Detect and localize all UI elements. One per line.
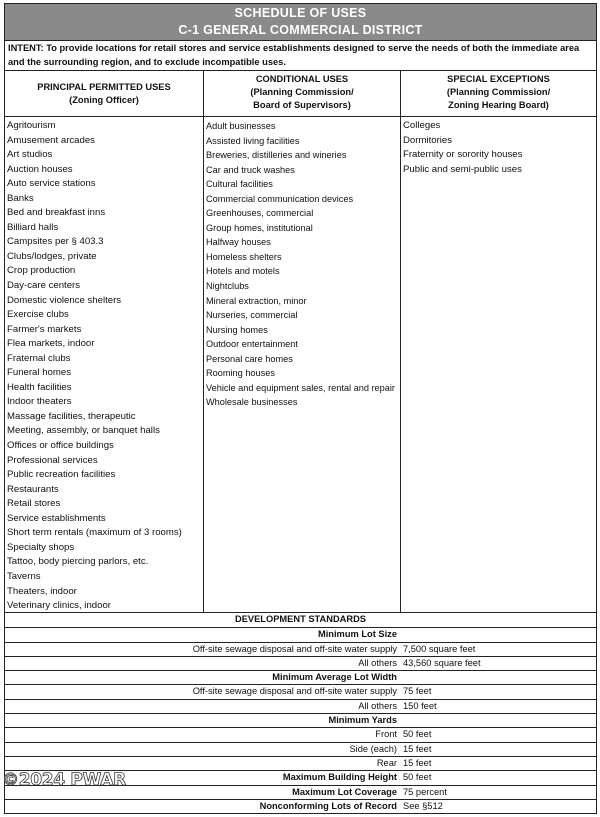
principal-use-item: Crop production [7,265,76,277]
dev-label: Front [375,729,397,740]
dev-label: All others [358,657,397,668]
principal-use-item: Amusement arcades [7,134,95,146]
development-standards-heading-row [5,613,596,627]
conditional-use-item: Personal care homes [206,353,293,364]
title-line-2: C-1 GENERAL COMMERCIAL DISTRICT [178,23,423,37]
principal-use-item: Short term rentals (maximum of 3 rooms) [7,527,182,539]
principal-uses-list [5,117,203,614]
copyright-watermark: ©2024 PWAR [2,770,126,790]
dev-value: 43,560 square feet [403,657,481,668]
dev-value: 75 feet [403,686,432,697]
min-yards-heading: Minimum Yards [328,715,397,726]
conditional-use-item: Breweries, distilleries and wineries [206,150,347,161]
conditional-use-item: Adult businesses [206,121,276,131]
principal-use-item: Art studios [7,149,53,161]
conditional-uses-subheading-2: Board of Supervisors) [253,100,351,111]
special-exceptions-column [400,71,596,612]
principal-use-item: Funeral homes [7,367,71,379]
dev-label: Off-site sewage disposal and off-site water supply [192,686,397,697]
max-lot-coverage-label: Maximum Lot Coverage [292,786,397,797]
conditional-use-item: Nightclubs [206,281,249,292]
principal-uses-header [5,71,203,117]
special-exceptions-subheading-1: (Planning Commission/ [446,87,551,98]
conditional-use-item: Wholesale businesses [206,397,298,408]
principal-use-item: Billiard halls [7,221,59,233]
conditional-use-item: Outdoor entertainment [206,339,298,350]
principal-use-item: Auto service stations [7,178,96,190]
dev-row [5,727,596,741]
principal-use-item: Health facilities [7,381,72,393]
dev-value: 50 feet [403,729,432,740]
special-exceptions-list [401,117,596,177]
min-lot-size-heading-cell [5,628,596,641]
principal-use-item: Bed and breakfast inns [7,207,106,219]
dev-row [5,756,596,770]
title-bar [4,3,597,41]
special-exceptions-subheading-2: Zoning Hearing Board) [448,100,549,111]
min-avg-lot-width-heading-row [5,670,596,684]
principal-uses-heading: PRINCIPAL PERMITTED USES [37,82,171,92]
principal-use-item: Theaters, indoor [7,585,77,597]
conditional-use-item: Homeless shelters [206,251,282,262]
conditional-uses-header [204,71,400,117]
dev-value: 15 feet [403,757,432,768]
principal-use-item: Domestic violence shelters [7,294,122,306]
dev-row [5,699,596,713]
principal-use-item: Farmer's markets [7,323,82,335]
principal-use-item: Fraternal clubs [7,352,71,364]
conditional-use-item: Nursing homes [206,324,268,335]
special-exceptions-heading: SPECIAL EXCEPTIONS [447,74,550,84]
min-lot-size-heading: Minimum Lot Size [317,629,397,640]
uses-table [4,71,597,613]
principal-use-item: Service establishments [7,512,106,524]
development-standards-heading: DEVELOPMENT STANDARDS [234,614,367,624]
dev-label: Side (each) [349,743,397,754]
nonconforming-lots-row [5,799,596,813]
dev-label: All others [358,700,397,711]
conditional-use-item: Vehicle and equipment sales, rental and repair [206,382,395,393]
min-avg-lot-width-heading: Minimum Average Lot Width [272,672,397,683]
special-exception-item: Colleges [403,120,441,131]
dev-row [5,742,596,756]
special-exceptions-header [401,71,596,117]
principal-use-item: Flea markets, indoor [7,338,95,350]
principal-use-item: Professional services [7,454,98,466]
dev-row [5,684,596,698]
dev-row [5,656,596,670]
conditional-use-item: Mineral extraction, minor [206,295,307,306]
principal-use-item: Tattoo, body piercing parlors, etc. [7,556,149,568]
title-line-1: SCHEDULE OF USES [234,6,367,20]
conditional-use-item: Group homes, institutional [206,222,313,233]
principal-use-item: Restaurants [7,483,59,495]
conditional-use-item: Nurseries, commercial [206,310,298,321]
principal-use-item: Agritourism [7,120,56,131]
max-building-height-value: 50 feet [403,772,432,783]
principal-use-item: Meeting, assembly, or banquet halls [7,425,160,437]
max-building-height-label: Maximum Building Height [282,772,397,783]
principal-use-item: Auction houses [7,163,73,175]
conditional-use-item: Greenhouses, commercial [206,208,314,219]
conditional-use-item: Halfway houses [206,237,271,248]
special-exception-item: Fraternity or sorority houses [403,149,523,161]
principal-use-item: Day-care centers [7,280,81,292]
max-lot-coverage-value: 75 percent [403,786,447,797]
conditional-use-item: Commercial communication devices [206,193,354,204]
conditional-use-item: Car and truck washes [206,164,295,175]
conditional-uses-column [203,71,400,612]
principal-use-item: Campsites per § 403.3 [7,236,104,248]
conditional-uses-list [204,117,400,410]
intent-statement: INTENT: To provide locations for retail stores and service establishments designed to serve the needs of both the immediate area and the surrounding region, and to exclude incompatible uses. [4,41,597,71]
special-exception-item: Public and semi-public uses [403,163,522,175]
dev-label: Rear [376,757,397,768]
conditional-uses-heading: CONDITIONAL USES [255,74,349,84]
conditional-use-item: Hotels and motels [206,266,280,277]
nonconforming-lots-value: See §512 [403,800,443,811]
principal-use-item: Veterinary clinics, indoor [7,600,111,612]
conditional-use-item: Assisted living facilities [206,135,300,146]
principal-use-item: Taverns [7,570,41,582]
principal-use-item: Clubs/lodges, private [7,250,97,262]
principal-uses-column [5,71,203,612]
special-exception-item: Dormitories [403,134,453,146]
min-lot-size-heading-row [5,627,596,641]
nonconforming-lots-label: Nonconforming Lots of Record [259,800,397,811]
schedule-document [4,3,597,815]
dev-value: 150 feet [403,700,437,711]
principal-use-item: Public recreation facilities [7,469,116,481]
conditional-use-item: Rooming houses [206,368,275,379]
principal-use-item: Banks [7,192,34,204]
conditional-use-item: Cultural facilities [206,179,273,190]
dev-value: 7,500 square feet [403,643,476,654]
principal-use-item: Indoor theaters [7,396,72,408]
dev-value: 15 feet [403,743,432,754]
principal-use-item: Exercise clubs [7,309,69,321]
principal-use-item: Massage facilities, therapeutic [7,410,136,422]
conditional-uses-subheading-1: (Planning Commission/ [250,87,354,98]
dev-row [5,642,596,656]
principal-use-item: Offices or office buildings [7,440,114,452]
min-yards-heading-row [5,713,596,727]
principal-use-item: Retail stores [7,498,61,510]
principal-use-item: Specialty shops [7,541,75,553]
dev-label: Off-site sewage disposal and off-site water supply [192,643,397,654]
principal-uses-subheading: (Zoning Officer) [69,95,139,106]
